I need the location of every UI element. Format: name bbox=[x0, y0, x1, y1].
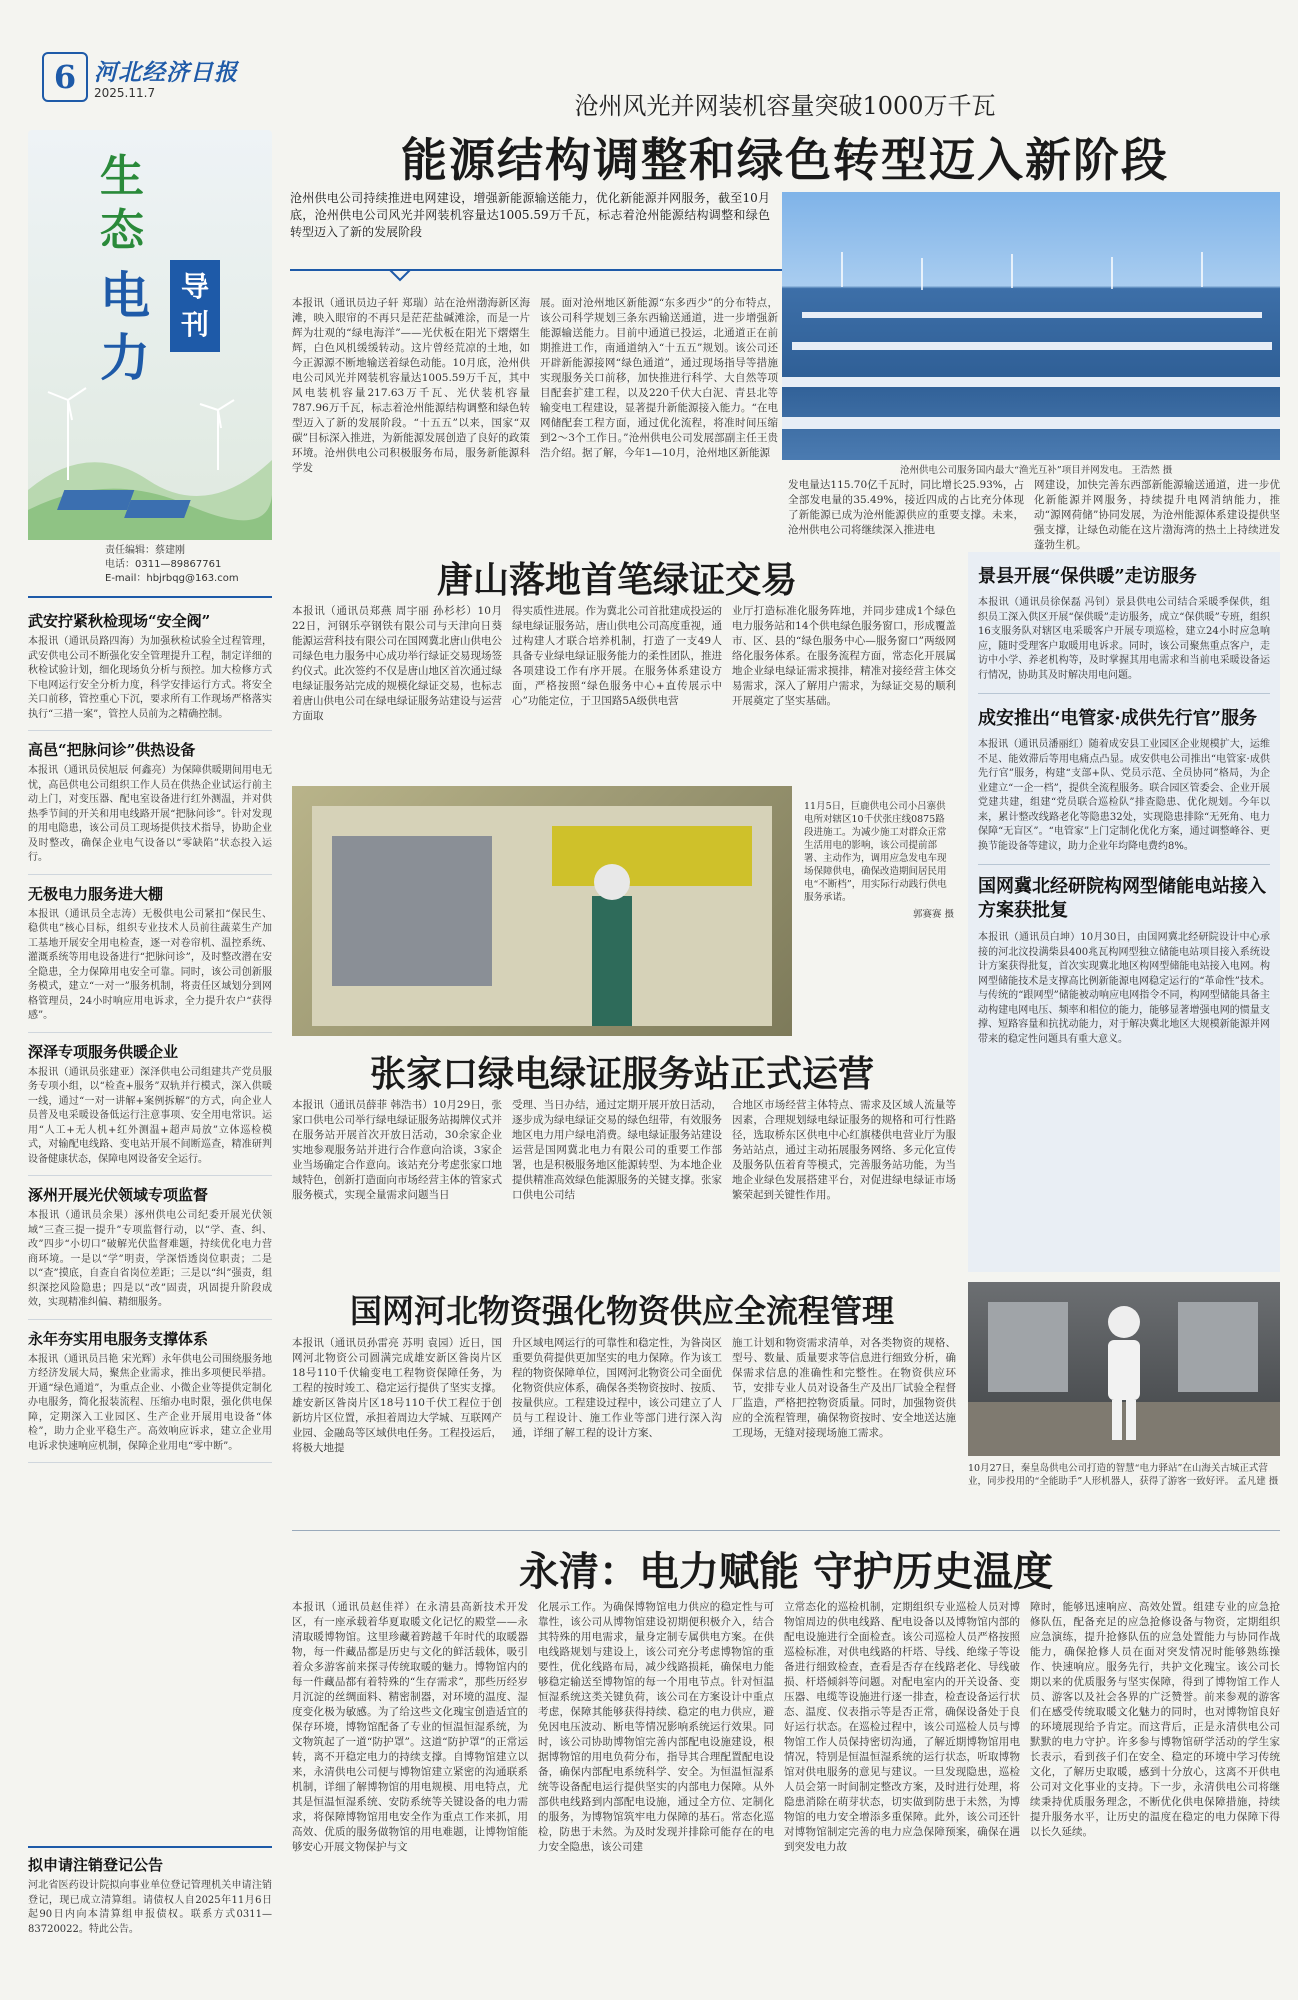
editor-info bbox=[105, 544, 275, 586]
lead-photo-caption bbox=[900, 464, 1280, 477]
brief-item bbox=[28, 731, 272, 875]
tangshan-col-3: 业厅打造标准化服务阵地，并同步建成1个绿色电力服务站和14个供电绿色服务窗口，形成覆盖市、区、县的“绿色服务中心—服务窗口”两级网络化服务体系。在服务流程方面，常态化开展属地企业绿电绿证需求摸排，精准对接经营主体交易需求，深入了解用户需求，为绿证交易的顺利开展奠定了坚实基础。 bbox=[732, 605, 956, 707]
lead-subtitle: 沧州风光并网装机容量突破1000万千瓦 bbox=[574, 92, 996, 120]
lead-summary: 沧州供电公司持续推进电网建设，增强新能源输送能力，优化新能源并网服务，截至10月底，沧州供电公司风光并网装机容量达1005.59万千瓦，标志着沧州能源结构调整和绿色转型迈入了新的发展阶段 bbox=[290, 191, 770, 239]
supply-col-3: 施工计划和物资需求清单，对各类物资的规格、型号、数量、质量要求等信息进行细致分析，确保需求信息的准确性和完整性。在物资供应环节，安排专业人员对设备生产及出厂试验全程督厂监造，严格把控物资质量。同时，加强物资供应的全流程管理，确保物资按时、安全地送达施工现场，无缝对接现场施工需求。 bbox=[732, 1337, 956, 1439]
robot-illustration bbox=[968, 1282, 1280, 1456]
brief-title: 深泽专项服务供暖企业 bbox=[28, 1042, 179, 1061]
yongqing-col-3: 立常态化的巡检机制，定期组织专业巡检人员对博物馆周边的供电线路、配电设备以及博物馆内部的配电设施进行全面检查。该公司巡检人员严格按照巡检标准，对供电线路的杆塔、导线、绝缘子等设备进行细致检查，查看是否存在线路老化、导线破损、杆塔倾斜等问题。对配电室内的开关设备、变压器、电缆等设施进行逐一排查，检查设备运行状态、温度、仪表指示等是否正常，确保设备处于良好运行状态。在巡检过程中，该公司巡检人员与博物馆工作人员保持密切沟通，了解近期博物馆用电情况，特别是恒温恒湿系统的运行状态，听取博物馆对供电服务的意见与建议。一旦发现隐患，巡检人员会第一时间制定整改方案，及时进行处理，将隐患消除在萌芽状态，切实做到防患于未然，为博物馆的电力安全增添多重保障。此外，该公司还针对博物馆制定完善的电力应急保障预案，确保在遇到突发电力故 bbox=[784, 1601, 1020, 1853]
masthead bbox=[42, 52, 282, 112]
brief-title: 涿州开展光伏领域专项监督 bbox=[28, 1186, 209, 1204]
tangshan-col-1: 本报讯（通讯员郑燕 周宇丽 孙杉杉）10月22日，河钢乐亭钢铁有限公司与天津向日葵能源运营科技有限公司在国网冀北唐山供电公司绿色电力服务中心成功举行绿证交易现场签约仪式。此次签约不仅是唐山地区首次通过绿电绿证服务站完成的规模化绿证交易，也标志着唐山供电公司在绿电绿证服务站建设与运营方面取 bbox=[292, 605, 502, 722]
lead-photo bbox=[782, 192, 1280, 460]
lead-title: 能源结构调整和绿色转型迈入新阶段 bbox=[401, 133, 1169, 187]
brief-title: 无极电力服务进大棚 bbox=[28, 884, 164, 903]
zhangjiakou-col-1: 本报讯（通讯员薛菲 韩浩书）10月29日，张家口供电公司举行绿电绿证服务站揭牌仪式并在服务站开展首次开放日活动，30余家企业实地参观服务站并进行合作意向洽谈，3家企业当场确定合作意向。该站充分考虑张家口地域特色，创新打造面向市场经营主体的管家式服务模式，实现全量需求问题当日 bbox=[292, 1099, 502, 1201]
lead-caption-text: 沧州供电公司服务国内最大“渔光互补”项目并网发电。 bbox=[900, 465, 1129, 476]
solar-farm-illustration bbox=[782, 192, 1280, 460]
brief-text: 本报讯（通讯员全志涛）无极供电公司紧扣“保民生、稳供电”核心目标，组织专业技术人员前往蔬菜生产加工基地开展安全用电检查，逐一对卷帘机、温控系统、灌溉系统等用电设备进行“把脉问诊”，及时整改潜在安全隐患，全力保障用电安全可靠。同时，该公司创新服务模式，建立“一对一”服务机制，将责任区域划分到网格管理员，24小时响应用电诉求，全力提升农户“获得感”。 bbox=[28, 908, 272, 1021]
lead-summary-box bbox=[290, 190, 770, 260]
supply-title: 国网河北物资强化物资供应全流程管理 bbox=[349, 1292, 894, 1330]
lead-col-4: 网建设，加快完善东西部新能源输送通道，进一步优化新能源并网服务，持续提升电网消纳能力，推动“源网荷储”协同发展，为沧州能源体系建设提供坚强支撑，让绿色动能在这片渤海湾的热土上持续迸发蓬勃生机。 bbox=[1034, 479, 1280, 551]
lead-col-3: 发电量达115.70亿千瓦时，同比增长25.93%，占全部发电量的35.49%，接近四成的占比充分体现了新能源已成为沧州能源供应的重要支撑。未来，沧州供电公司将继续深入推进电 bbox=[788, 479, 1024, 536]
generator-photo bbox=[292, 786, 792, 1036]
page-number: 6 bbox=[42, 52, 88, 102]
brief-item bbox=[28, 1320, 272, 1464]
brief-text: 本报讯（通讯员张建亚）深泽供电公司组建共产党员服务专项小组，以“检查+服务”双轨并行模式，深入供暖一线，通过“一对一讲解+案例拆解”的方式，向企业人员普及电采暖设备低运行注意事项、安全用电常识。运用“人工+无人机+红外测温+超声局放”立体巡检模式，对输配电线路、变电站开展不间断巡查，精准研判设备健康状态，保障电网设备安全运行。 bbox=[28, 1066, 272, 1165]
jingxian-text: 本报讯（通讯员徐保磊 冯钊）景县供电公司结合采暖季保供，组织员工深入供区开展“保供暖”走访服务，成立“保供暖”专班，组织16支服务队对辖区电采暖客户开展专项巡检，建立24小时应急响应，随时受理客户取暖用电诉求。同时，该公司聚焦重点客户，走访中小学、养老机构等，及时掌握其用电需求和当前电采暖设备运行情况，协助其及时解决用电问题。 bbox=[978, 597, 1270, 681]
brief-title: 武安拧紧秋检现场“安全阀” bbox=[28, 612, 211, 630]
tangshan-col-2: 得实质性进展。作为冀北公司首批建成投运的绿电绿证服务站，唐山供电公司高度重视，通过构建人才联合培养机制，打造了一支49人具备专业绿电绿证服务能力的柔性团队，推进各项建设工作有序开展。在服务体系建设方面，严格按照“绿色服务中心+直传展示中心”功能定位，于卫国路5A级供电营 bbox=[512, 605, 722, 707]
generator-caption-text: 11月5日，巨鹿供电公司小吕寨供电所对辖区10千伏张庄线0875路段进施工。为减少施工对群众正常生活用电的影响，该公司提前部署、主动作为，调用应急发电车现场保障供电，确保改造期间居民用电“不断档”，用实际行动践行供电服务承诺。 bbox=[804, 801, 947, 903]
right-divider bbox=[978, 693, 1270, 694]
editor-email: E-mail：hbjrbqg@163.com bbox=[105, 573, 239, 584]
brief-text: 本报讯（通讯员路四海）为加强秋检试验全过程管理，武安供电公司不断强化安全管理提升工程，制定详细的秋检试验计划，细化现场负分析与预控。加大检修方式下电网运行安全分析力度，科学安排运行方式。将安全关口前移，管控重心下沉，要求所有工作现场严格落实执行“三措一案”，管控人员前为之精确控制。 bbox=[28, 636, 272, 720]
column-char-4: 力 bbox=[100, 328, 150, 387]
column-guide: 导刊 bbox=[170, 260, 220, 352]
robot-caption-text: 10月27日，秦皇岛供电公司打造的智慧“电力驿站”在山海关古城正式营业，同步投用的“全能助手”人形机器人，获得了游客一致好评。 bbox=[968, 1463, 1268, 1487]
supply-col-1: 本报讯（通讯员孙雷亮 苏明 袁园）近日，国网河北物资公司圆满完成雄安新区昝岗片区18号110千伏输变电工程物资保障任务，为工程的按时竣工、稳定运行提供了坚实支撑。雄安新区昝岗片区18号110千伏工程位于创新坊片区位置，承担着周边大学城、互联网产业园、金融岛等区域供电任务。工程投运后，将极大地提 bbox=[292, 1337, 502, 1454]
yongqing-col-4: 障时，能够迅速响应、高效处置。组建专业的应急抢修队伍，配备充足的应急抢修设备与物资，定期组织应急演练，提升抢修队伍的应急处置能力与协同作战能力，确保抢修人员在面对突发情况时能够熟练操作、快速响应。服务先行，共护文化瑰宝。该公司长期以来的优质服务与坚实保障，得到了博物馆工作人员、游客以及社会各界的广泛赞誉。前来参观的游客们在感受传统取暖文化魅力的同时，也对博物馆良好的环境展现给予肯定。而这背后，正是永清供电公司默默的电力守护。许多参与博物馆研学活动的学生家长表示，看到孩子们在安全、稳定的环境中学习传统文化，了解历史取暖，感到十分放心，这离不开供电公司对文化事业的支持。下一步，永清供电公司将继续秉持优质服务理念，不断优化供电保障措施，持续提升服务水平，让历史的温度在稳定的电力保障下得以长久延续。 bbox=[1030, 1601, 1280, 1838]
storage-title: 国网冀北经研院构网型储能电站接入方案获批复 bbox=[978, 876, 1266, 921]
column-char-2: 态 bbox=[100, 205, 144, 256]
editor-phone: 电话：0311—89867761 bbox=[105, 559, 222, 570]
column-char-1: 生 bbox=[100, 151, 144, 202]
right-column bbox=[968, 552, 1280, 1272]
landscape-illustration bbox=[28, 370, 272, 540]
yongqing-col-1: 本报讯（通讯员赵佳祥）在永清县高新技术开发区，有一座承载着华夏取暖文化记忆的殿堂——永清取暖博物馆。这里珍藏着跨越千年时代的取暖器物，每一件藏品都是历史与文化的鲜活载体，吸引着众多游客前来探寻传统取暖的魅力。博物馆内的每一件藏品都有着特殊的“生存需求”，那些历经岁月沉淀的丝绸面料、精密制器，对环境的温度、湿度变化极为敏感。为了给这些文化瑰宝创造适宜的保存环境，博物馆配备了专业的恒温恒湿系统，为文物筑起了一道“防护罩”。这道“防护罩”的正常运转，离不开稳定电力的持续支撑。自博物馆建立以来，永清供电公司便与博物馆建立紧密的沟通联系机制，详细了解博物馆的用电规模、用电特点，尤其是恒温恒湿系统、安防系统等关键设备的电力需求，将保障博物馆用电安全作为重点工作来抓，用高效、优质的服务做物馆的用电难题，让博物馆能够安心开展文物保护与文 bbox=[292, 1601, 528, 1853]
column-banner bbox=[28, 130, 272, 540]
brief-text: 本报讯（通讯员吕艳 宋光辉）永年供电公司围绕服务地方经济发展大局，聚焦企业需求，推出多项便民举措。开通“绿色通道”，为重点企业、小微企业等提供定制化办电服务，简化报装流程、压缩办电时限，强化供电保障，定期深入工业园区、生产企业开展用电设备“体检”，助力企业平稳生产。高效响应诉求，建立企业用电诉求快速响应机制，保障企业用电“零中断”。 bbox=[28, 1353, 272, 1452]
column-char-3: 电 bbox=[100, 266, 150, 325]
sidebar-top-rule bbox=[28, 596, 272, 598]
yongqing-title: 永清：电力赋能 守护历史温度 bbox=[519, 1548, 1053, 1595]
yongqing-col-2: 化展示工作。为确保博物馆电力供应的稳定性与可靠性，该公司从博物馆建设初期便积极介入，结合其特殊的用电需求，量身定制专属供电方案。在供电线路规划与建设上，该公司充分考虑博物馆的重要性，优化线路布局，减少线路损耗，确保电力能够稳定输送至博物馆的每一个用电节点。针对恒温恒湿系统这类关键负荷，该公司在方案设计中重点考虑，保障其能够获得持续、稳定的电力供应，避免因电压波动、断电等情况影响系统运行效果。同时，该公司协助博物馆完善内部配电设施建设，根据博物馆的用电负荷分布，指导其合理配置配电设备，确保内部配电系统科学、安全。为恒温恒湿系统等设备配电运行提供坚实的内部电力保障。从外部供电线路到内部配电设施，通过全方位、定制化的服务，为博物馆筑牢电力保障的基石。常态化巡检，防患于未然。为及时发现并排除可能存在的电力安全隐患，该公司建 bbox=[538, 1601, 774, 1853]
generator-caption-photographer: 郭赛赛 摄 bbox=[912, 909, 954, 920]
issue-date: 2025.11.7 bbox=[94, 86, 156, 100]
paper-name: 河北经济日报 bbox=[94, 59, 238, 86]
right-divider bbox=[978, 864, 1270, 865]
yongqing-top-rule bbox=[292, 1530, 1280, 1531]
zhangjiakou-col-2: 受理、当日办结，通过定期开展开放日活动，逐步成为绿电绿证交易的绿色纽带，有效服务地区电力用户绿电消费。绿电绿证服务站建设运营是国网冀北电力有限公司的重要工作部署，也是积极服务地区能源转型、为本地企业提供精准高效绿色能源服务的关键支撑。张家口供电公司结 bbox=[512, 1099, 722, 1201]
brief-item bbox=[28, 602, 272, 731]
robot-caption-photographer: 孟凡建 摄 bbox=[1237, 1476, 1279, 1487]
chengan-title: 成安推出“电管家·成供先行官”服务 bbox=[978, 708, 1257, 729]
supply-col-2: 升区域电网运行的可靠性和稳定性，为昝岗区重要负荷提供更加坚实的电力保障。作为该工程的物资保障单位，国网河北物资公司全面优化物资供应体系，确保各类物资按时、按质、按量供应。工程建设过程中，该公司建立了人员与工程设计、施工作业等部门进行深入沟通，详细了解工程的设计方案、 bbox=[512, 1337, 722, 1439]
brief-item bbox=[28, 1176, 272, 1320]
lead-caption-photographer: 王浩然 摄 bbox=[1131, 465, 1173, 476]
robot-photo bbox=[968, 1282, 1280, 1456]
brief-text: 本报讯（通讯员余果）涿州供电公司纪委开展光伏领域“三查三提一提升”专项监督行动，以“学、查、纠、改”四步“小切口”破解光伏监督难题，持续优化电力营商环境。一是以“学”明责，学深悟透岗位职责；二是以“查”摸底，自查自省岗位差距；三是以“纠”强责，组织深挖风险隐患；四是以“改”固责，巩固提升阶段成效，实现精准纠偏、精细服务。 bbox=[28, 1210, 272, 1308]
jingxian-title: 景县开展“保供暖”走访服务 bbox=[978, 566, 1197, 587]
robot-photo-caption bbox=[968, 1462, 1280, 1488]
lead-col-1: 本报讯（通讯员边子轩 郑瑞）站在沧州渤海新区海滩，映入眼帘的不再只是茫茫盐碱滩涂，而是一片辉为壮观的“绿电海洋”——光伏板在阳光下熠熠生辉，白色风机缓缓转动。这片曾经荒凉的土地，如今正源源不断地输送着绿色动能。10月底，沧州供电公司风光并网装机容量达1005.59万千瓦，其中风电装机容量217.63万千瓦、光伏装机容量787.96万千瓦，标志着沧州能源结构调整和绿色转型迈入了新的发展阶段。“十五五”以来，国家“双碳”目标深入推进，为新能源发展创造了良好的政策环境。沧州供电公司积极服务布局，服务新能源科学发 bbox=[292, 297, 530, 474]
tangshan-title: 唐山落地首笔绿证交易 bbox=[436, 559, 797, 601]
chengan-text: 本报讯（通讯员潘丽红）随着成安县工业园区企业规模扩大，运维不足、能效滞后等用电痛点凸显。成安供电公司推出“电管家·成供先行官”服务，构建“支部+队、党员示范、全员协同”格局，为企业建立“一企一档”，提供全流程服务。联合园区管委会、企业开展党建共建，组建“党员联合巡检队”排查隐患、优化规划。今年以来，累计整改线路老化等隐患32处，实现隐患排除“无死角、电力保障“无盲区”。“电管家”上门定制化优化方案，通过调整峰谷、更换节能设备等建议，助力企业年均降电费约8%。 bbox=[978, 739, 1270, 852]
editor-name: 责任编辑：蔡建刚 bbox=[105, 545, 185, 556]
brief-title: 永年夯实用电服务支撑体系 bbox=[28, 1329, 209, 1348]
zhangjiakou-col-3: 合地区市场经营主体特点、需求及区域人流量等因素，合理规划绿电绿证服务的规格和可行性路径，选取桥东区供电中心红旗楼供电营业厅为服务站站点，通过主动拓展服务网络、多元化宣传及服务队伍着育等模式，完善服务站功能，为当地企业绿色发展搭建平台，对促进绿电绿证市场繁荣起到关键性作用。 bbox=[732, 1099, 956, 1201]
brief-text: 本报讯（通讯员侯旭辰 何鑫亮）为保障供暖期间用电无忧，高邑供电公司组织工作人员在供热企业试运行前主动上门，对变压器、配电室设备进行红外测温，并对供热季节间的开关和用电线路开展“把脉问诊”。针对发现的用电隐患，该公司员工现场提供技术指导，协助企业及时整改，确保企业电气设备以“零缺陷”状态投入运行。 bbox=[28, 765, 272, 863]
generator-illustration bbox=[292, 786, 792, 1036]
notice-box bbox=[28, 1846, 272, 1994]
brief-item bbox=[28, 875, 272, 1033]
sidebar-briefs bbox=[28, 602, 272, 1842]
notice-title: 拟申请注销登记公告 bbox=[28, 1856, 164, 1874]
lead-col-2: 展。面对沧州地区新能源“东多西少”的分布特点，该公司科学规划三条东西输送通道，进一步增强新能源输送能力。目前中通道已投运，北通道正在前期推进工作，南通道纳入“十五五”规划。该公司还开辟新能源接网“绿色通道”，通过现场指导等措施实现服务关口前移，加快推进行科学、大自然等项目配套扩建工程，以及220千伏大白泥、青县北等输变电工程建设，显著提升新能源接入能力。“在电网储配套工程方面，通过优化流程，将准时间压缩到2～3个工作日。”沧州供电公司发展部副主任王贵浩介绍。据了解，今年1—10月，沧州地区新能源 bbox=[540, 297, 778, 459]
notice-text: 河北省医药设计院拟向事业单位登记管理机关申请注销登记，现已成立清算组。请债权人自2025年11月6日起90日内向本清算组申报债权。联系方式0311—83720022。特此公告。 bbox=[28, 1880, 272, 1935]
lead-divider bbox=[290, 266, 790, 282]
storage-text: 本报讯（通讯员白坤）10月30日，由国网冀北经研院设计中心承接的河北汶投满柴县400兆瓦构网型独立储能电站项目接入系统设计方案获得批复，首次实现冀北地区构网型储能电站接入电网。构网型储能技术是支撑高比例新能源电网稳定运行的“革命性”技术。与传统的“跟网型”储能被动响应电网指令不同，构网型储能具备主动构建电网电压、频率和相位的能力，能够显著增强电网的惯量支撑、短路容量和抗扰动能力，对于解决冀北地区大规模新能源并网带来的稳定性问题具有重大意义。 bbox=[978, 932, 1270, 1045]
brief-item bbox=[28, 1033, 272, 1177]
brief-title: 高邑“把脉问诊”供热设备 bbox=[28, 741, 196, 759]
generator-photo-caption bbox=[804, 800, 954, 1036]
zhangjiakou-title: 张家口绿电绿证服务站正式运营 bbox=[369, 1053, 874, 1095]
